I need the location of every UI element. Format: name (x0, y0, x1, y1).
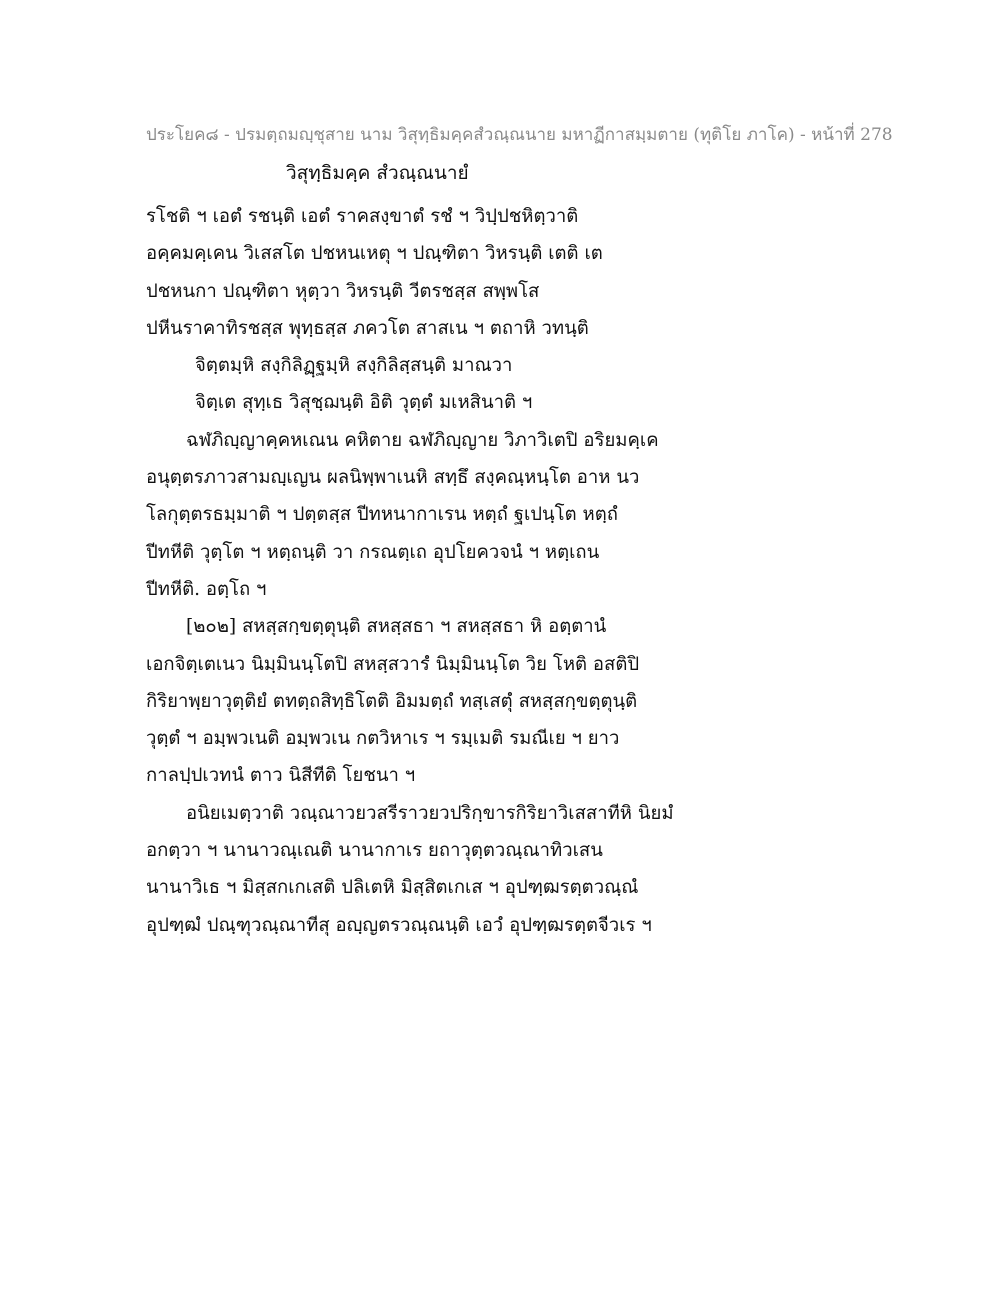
text-line: วุตฺตํ ฯ อมฺพวเนติ อมฺพวเน กตวิหาเร ฯ รมฺเมติ รมณีเย ฯ ยาว (146, 728, 620, 750)
text-line: กาลปฺปเวทนํ ตาว นิสีทีติ โยชนา ฯ (146, 765, 416, 787)
page-header: ประโยค๘ - ปรมตฺถมญฺชุสาย นาม วิสุทฺธิมคฺคสํวณฺณนาย มหาฏีกาสมฺมตาย (ทุติโย ภาโค) - หน้าที่ 278 (146, 125, 893, 145)
verse-line: จิตฺเต สุทฺเธ วิสุชฺฌนฺติ อิติ วุตฺตํ มเหสินาติ ฯ (195, 392, 533, 414)
text-line: อกตฺวา ฯ นานาวณฺเณติ นานากาเร ยถาวุตฺตวณฺณาทิวเสน (146, 840, 603, 862)
text-line: กิริยาพฺยาวุตฺติยํ ตทตฺถสิทฺธิโตติ อิมมตฺถํ ทสฺเสตุํ สหสฺสกฺขตฺตุนฺติ (146, 690, 638, 712)
verse-line: จิตฺตมฺหิ สงฺกิลิฏฺฐมฺหิ สงฺกิลิสฺสนฺติ มาณวา (195, 355, 513, 377)
text-line: ปีทหีติ. อตฺโถ ฯ (146, 578, 267, 600)
body-text (146, 198, 706, 944)
text-line: ปชหนกา ปณฺฑิตา หุตฺวา วิหรนฺติ วีตรชสฺส สพฺพโส (146, 280, 540, 302)
text-line: โลกุตฺตรธมฺมาติ ฯ ปตฺตสฺส ปีทหนากาเรน หตฺถํ ฐเปนฺโต หตฺถํ (146, 504, 618, 526)
text-line: เอกจิตฺเตเนว นิมฺมินนฺโตปิ สหสฺสวารํ นิมฺมินนฺโต วิย โหติ อสติปิ (146, 653, 640, 675)
text-line: อุปฑฺฒํ ปณฺฑุวณฺณาทีสุ อญฺญตรวณฺณนฺติ เอวํ อุปฑฺฒรตฺตจีวเร ฯ (146, 914, 652, 936)
text-line: นานาวิเธ ฯ มิสฺสกเกเสติ ปลิเตหิ มิสฺสิตเกเส ฯ อุปฑฺฒรตฺตวณฺณํ (146, 877, 639, 899)
text-line: อคฺคมคฺเคน วิเสสโต ปชหนเหตุ ฯ ปณฺฑิตา วิหรนฺติ เตติ เต (146, 243, 603, 265)
paragraph-start-line: ฉฬภิญฺญาคฺคหเณน คหิตาย ฉฬภิญฺญาย วิภาวิเตปิ อริยมคฺเค (186, 429, 659, 451)
paragraph-start-line: [๒๐๒] สหสฺสกฺขตฺตุนฺติ สหสฺสธา ฯ สหสฺสธา หิ อตฺตานํ (186, 616, 607, 638)
text-line: อนุตฺตรภาวสามญฺเญน ผลนิพฺพาเนหิ สทฺธึ สงฺคณฺหนฺโต อาห นว (146, 467, 640, 489)
section-title: วิสุทฺธิมคฺค สํวณฺณนายํ (286, 162, 469, 184)
text-line: ปหีนราคาทิรชสฺส พุทฺธสฺส ภควโต สาสเน ฯ ตถาหิ วทนฺติ (146, 317, 589, 339)
paragraph-start-line: อนิยเมตฺวาติ วณฺณาวยวสรีราวยวปริกฺขารกิริยาวิเสสาทีหิ นิยมํ (186, 802, 674, 824)
text-line: ปีทหีติ วุตฺโต ฯ หตฺถนฺติ วา กรณตฺเถ อุปโยควจนํ ฯ หตฺเถน (146, 541, 600, 563)
text-line: รโชติ ฯ เอตํ รชนฺติ เอตํ ราคสงฺขาตํ รชํ ฯ วิปฺปชหิตฺวาติ (146, 206, 579, 227)
